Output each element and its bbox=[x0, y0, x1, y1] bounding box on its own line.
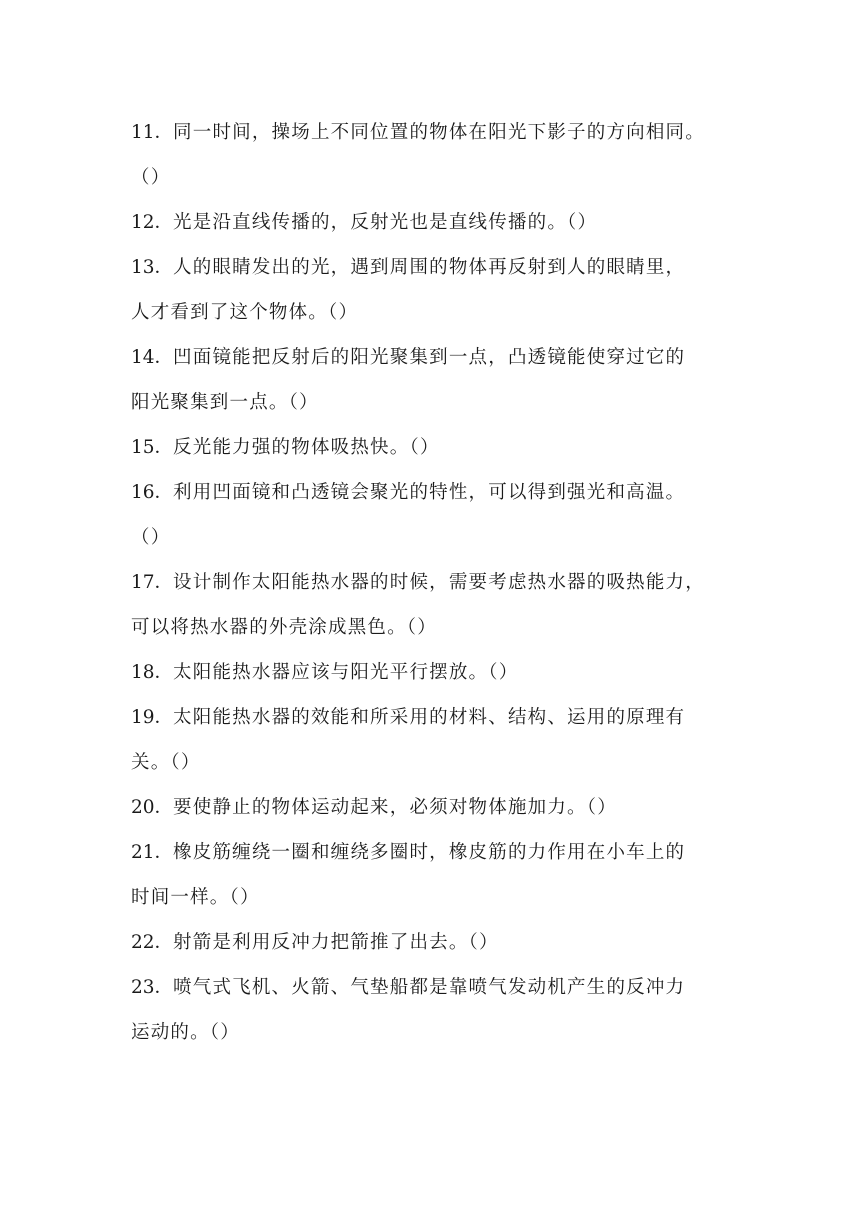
question-23 bbox=[131, 965, 731, 1055]
question-text: 射箭是利用反冲力把箭推了出去。（） bbox=[173, 932, 499, 953]
question-number: 20． bbox=[131, 797, 174, 818]
question-line bbox=[131, 695, 731, 740]
question-text: 要使静止的物体运动起来，必须对物体施加力。（） bbox=[173, 797, 617, 818]
question-number: 14． bbox=[131, 347, 174, 368]
question-list bbox=[131, 110, 731, 1055]
question-12 bbox=[131, 200, 731, 245]
question-line bbox=[131, 200, 731, 245]
question-text-continued: 阳光聚集到一点。（） bbox=[131, 392, 319, 413]
question-text: 反光能力强的物体吸热快。（） bbox=[173, 437, 440, 458]
question-text: 太阳能热水器应该与阳光平行摆放。（） bbox=[173, 662, 519, 683]
question-text-continued: 关。（） bbox=[131, 752, 201, 773]
question-18 bbox=[131, 650, 731, 695]
question-text: 人的眼睛发出的光，遇到周围的物体再反射到人的眼睛里， bbox=[173, 257, 686, 278]
question-line bbox=[131, 380, 731, 425]
question-line bbox=[131, 515, 731, 560]
question-16 bbox=[131, 470, 731, 560]
question-line bbox=[131, 335, 731, 380]
question-line bbox=[131, 605, 731, 650]
question-text-continued: 时间一样。（） bbox=[131, 887, 260, 908]
question-line bbox=[131, 245, 731, 290]
question-line bbox=[131, 650, 731, 695]
question-text-continued: 可以将热水器的外壳涂成黑色。（） bbox=[131, 617, 437, 638]
question-number: 12． bbox=[131, 212, 174, 233]
question-text-continued: 人才看到了这个物体。（） bbox=[131, 302, 359, 323]
answer-blank: （） bbox=[131, 167, 171, 188]
question-text: 利用凹面镜和凸透镜会聚光的特性，可以得到强光和高温。 bbox=[173, 482, 686, 503]
question-text: 喷气式飞机、火箭、气垫船都是靠喷气发动机产生的反冲力 bbox=[173, 977, 686, 998]
question-line bbox=[131, 875, 731, 920]
question-number: 17． bbox=[131, 572, 174, 593]
question-text: 太阳能热水器的效能和所采用的材料、结构、运用的原理有 bbox=[173, 707, 686, 728]
question-line bbox=[131, 560, 731, 605]
question-15 bbox=[131, 425, 731, 470]
question-17 bbox=[131, 560, 731, 650]
question-20 bbox=[131, 785, 731, 830]
question-line bbox=[131, 470, 731, 515]
question-line bbox=[131, 1010, 731, 1055]
question-19 bbox=[131, 695, 731, 785]
question-13 bbox=[131, 245, 731, 335]
question-line bbox=[131, 155, 731, 200]
question-text: 设计制作太阳能热水器的时候，需要考虑热水器的吸热能力， bbox=[173, 572, 705, 593]
question-line bbox=[131, 920, 731, 965]
question-number: 21． bbox=[131, 842, 174, 863]
question-number: 15． bbox=[131, 437, 174, 458]
question-11 bbox=[131, 110, 731, 200]
question-line bbox=[131, 290, 731, 335]
question-text: 光是沿直线传播的，反射光也是直线传播的。（） bbox=[173, 212, 598, 233]
question-number: 16． bbox=[131, 482, 174, 503]
question-number: 13． bbox=[131, 257, 174, 278]
question-number: 22． bbox=[131, 932, 174, 953]
question-14 bbox=[131, 335, 731, 425]
question-line bbox=[131, 425, 731, 470]
question-line bbox=[131, 965, 731, 1010]
question-number: 19． bbox=[131, 707, 174, 728]
question-line bbox=[131, 830, 731, 875]
question-number: 23． bbox=[131, 977, 174, 998]
question-text: 凹面镜能把反射后的阳光聚集到一点，凸透镜能使穿过它的 bbox=[173, 347, 686, 368]
question-22 bbox=[131, 920, 731, 965]
question-text: 橡皮筋缠绕一圈和缠绕多圈时，橡皮筋的力作用在小车上的 bbox=[173, 842, 686, 863]
question-line bbox=[131, 110, 731, 155]
question-21 bbox=[131, 830, 731, 920]
question-number: 11． bbox=[131, 122, 174, 143]
question-line bbox=[131, 740, 731, 785]
question-text-continued: 运动的。（） bbox=[131, 1022, 240, 1043]
question-number: 18． bbox=[131, 662, 174, 683]
question-line bbox=[131, 785, 731, 830]
answer-blank: （） bbox=[131, 527, 171, 548]
question-text: 同一时间，操场上不同位置的物体在阳光下影子的方向相同。 bbox=[173, 122, 705, 143]
